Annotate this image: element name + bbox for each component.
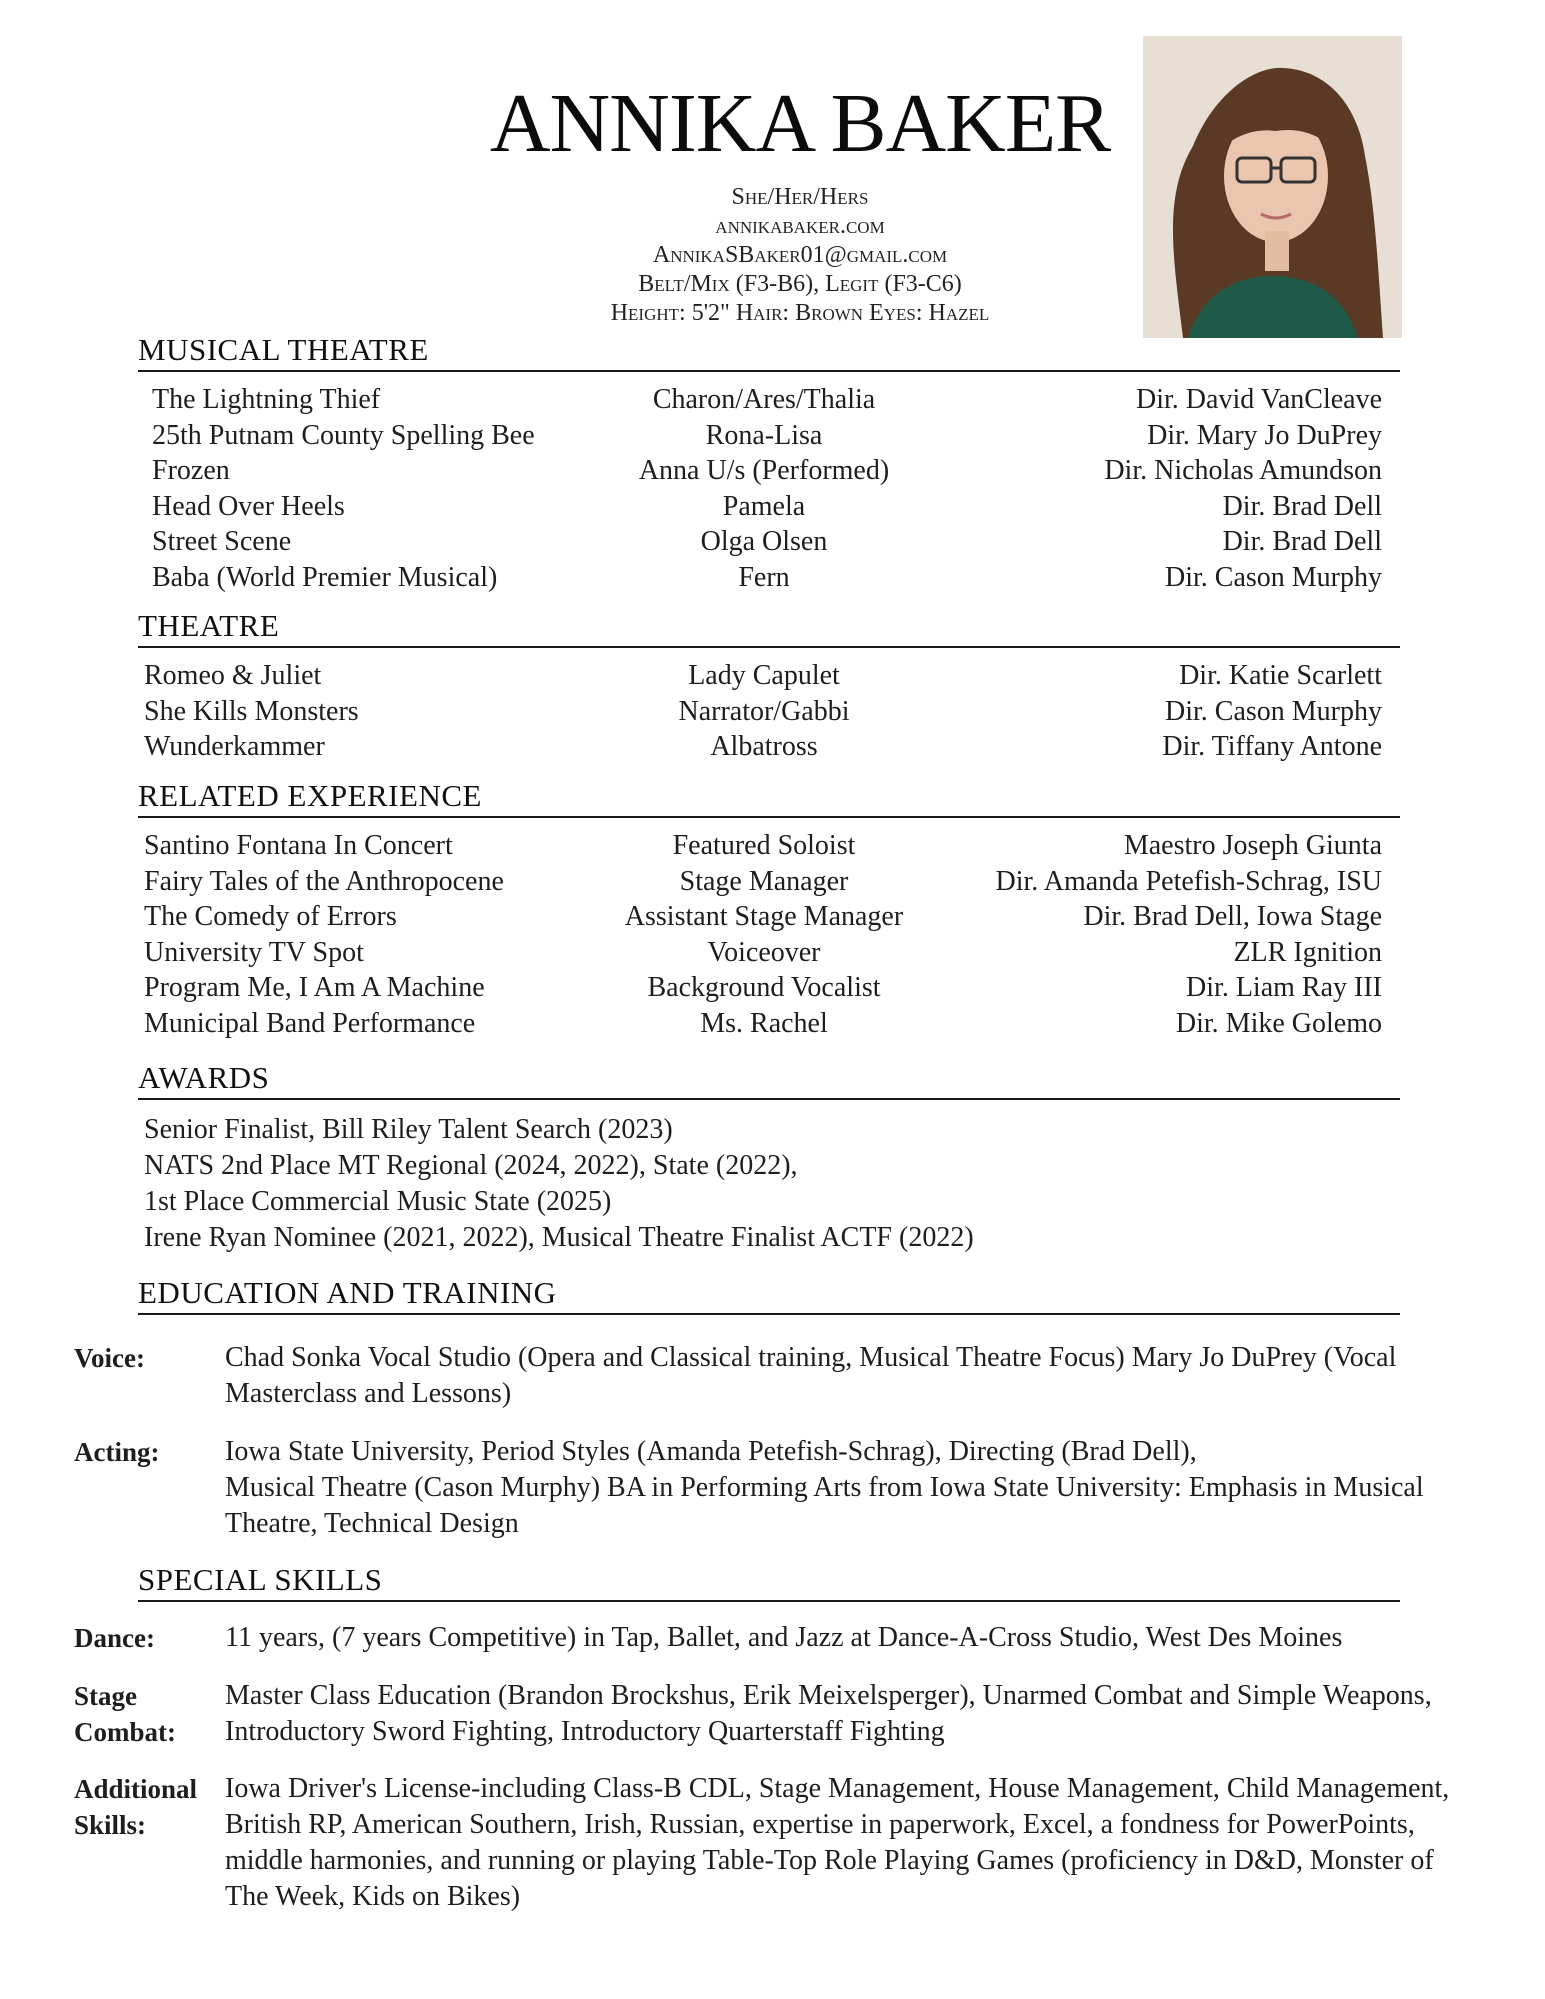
role: Olga Olsen (700, 526, 828, 558)
show-title: University TV Spot (144, 936, 364, 968)
director: Dir. Amanda Petefish-Schrag, ISU (995, 865, 1382, 897)
headshot-photo (1143, 36, 1402, 338)
table-row (152, 524, 1382, 560)
section-title-awards: AWARDS (138, 1060, 1400, 1100)
voice-text: Chad Sonka Vocal Studio (Opera and Classical training, Musical Theatre Focus) Mary Jo DuPrey (Vocal Masterclass and Lessons) (225, 1342, 1397, 1409)
section-title-theatre: THEATRE (138, 608, 1400, 648)
table-row (144, 729, 1382, 765)
role: Ms. Rachel (700, 1008, 828, 1039)
acting-label: Acting: (74, 1437, 160, 1467)
show-title: Street Scene (152, 526, 292, 558)
role: Voiceover (707, 936, 821, 968)
stage-combat-text: Master Class Education (Brandon Brockshus, Erik Meixelsperger), Unarmed Combat and Simple Weapons, Introductory Sword Fighting, Introductory Quarterstaff Fighting (225, 1680, 1432, 1747)
table-row (152, 453, 1382, 489)
table-row (144, 970, 1382, 1006)
role: Background Vocalist (647, 972, 881, 1004)
additional-skills-label-line-2: Skills: (74, 1810, 147, 1840)
show-title: She Kills Monsters (144, 695, 359, 727)
director: Dir. Katie Scarlett (1179, 660, 1382, 691)
show-title: Santino Fontana In Concert (144, 830, 453, 861)
role: Albatross (710, 731, 818, 763)
stage-combat-label (74, 1678, 176, 1750)
dance-label: Dance: (74, 1623, 155, 1653)
table-row (152, 489, 1382, 525)
director: Dir. Brad Dell (1222, 490, 1382, 522)
role: Charon/Ares/Thalia (652, 384, 876, 415)
email: AnnikaSBaker01@gmail.com (652, 242, 948, 268)
table-row (144, 864, 1382, 900)
musical-theatre-table (152, 382, 1382, 596)
stage-combat-label-line-2: Combat: (74, 1717, 176, 1747)
show-title: Fairy Tales of the Anthropocene (144, 865, 504, 897)
resume-name: ANNIKA BAKER (489, 77, 1111, 170)
acting-line-1: Iowa State University, Period Styles (Amanda Petefish-Schrag), Directing (Brad Dell), (225, 1436, 1197, 1467)
table-row (144, 694, 1382, 730)
section-title-special-skills: SPECIAL SKILLS (138, 1562, 1400, 1602)
vocal-range: Belt/Mix (F3-B6), Legit (F3-C6) (638, 271, 962, 297)
show-title: Municipal Band Performance (144, 1008, 476, 1039)
section-title-related-experience: RELATED EXPERIENCE (138, 778, 1400, 818)
theatre-table (144, 658, 1382, 766)
table-row (144, 658, 1382, 694)
director: Dir. Tiffany Antone (1162, 731, 1382, 763)
additional-skills-text: Iowa Driver's License-including Class-B CDL, Stage Management, House Management, Child Management, British RP, American Southern, Irish, Russian, expertise in paperwork, Excel, a fondness for PowerPoints, middle harmonies, and running or playing Table-Top Role Playing Games (proficiency in D&D, Monster of The Week, Kids on Bikes) (225, 1773, 1450, 1912)
award-line: Senior Finalist, Bill Riley Talent Search (2023) (144, 1114, 673, 1145)
dance-text: 11 years, (7 years Competitive) in Tap, Ballet, and Jazz at Dance-A-Cross Studio, West Des Moines (225, 1622, 1343, 1653)
acting-text (225, 1434, 1475, 1542)
role: Rona-Lisa (705, 419, 823, 451)
award-line: NATS 2nd Place MT Regional (2024, 2022), State (2022), (144, 1150, 798, 1181)
award-line: 1st Place Commercial Music State (2025) (144, 1186, 612, 1217)
role: Stage Manager (679, 865, 849, 897)
director: Dir. Nicholas Amundson (1104, 455, 1382, 487)
voice-label: Voice: (74, 1343, 145, 1373)
award-line: Irene Ryan Nominee (2021, 2022), Musical Theatre Finalist ACTF (2022) (144, 1222, 974, 1253)
pronouns: She/Her/Hers (731, 184, 869, 210)
director: Dir. Cason Murphy (1165, 562, 1382, 593)
table-row (152, 382, 1382, 418)
director: Dir. Mary Jo DuPrey (1147, 419, 1382, 451)
section-title-education: EDUCATION AND TRAINING (138, 1275, 1400, 1315)
table-row (152, 560, 1382, 596)
table-row (144, 828, 1382, 864)
director: Dir. Mike Golemo (1175, 1008, 1382, 1039)
director: Dir. Brad Dell, Iowa Stage (1083, 901, 1382, 933)
role: Narrator/Gabbi (678, 695, 850, 727)
show-title: 25th Putnam County Spelling Bee (152, 419, 535, 451)
director: Maestro Joseph Giunta (1123, 830, 1382, 861)
website: annikabaker.com (715, 213, 885, 239)
director: Dir. David VanCleave (1136, 384, 1382, 415)
show-title: The Lightning Thief (152, 384, 381, 415)
table-row (152, 418, 1382, 454)
role: Lady Capulet (688, 660, 840, 691)
role: Featured Soloist (672, 830, 856, 861)
director: Dir. Brad Dell (1222, 526, 1382, 558)
director: Dir. Cason Murphy (1165, 695, 1382, 727)
director: Dir. Liam Ray III (1186, 972, 1382, 1004)
show-title: Program Me, I Am A Machine (144, 972, 485, 1004)
role: Fern (738, 562, 790, 593)
role: Assistant Stage Manager (624, 901, 904, 933)
table-row (144, 899, 1382, 935)
show-title: Baba (World Premier Musical) (152, 562, 498, 593)
additional-skills-label (74, 1771, 197, 1843)
additional-skills-label-line-1: Additional (74, 1774, 198, 1804)
show-title: Wunderkammer (144, 731, 325, 763)
show-title: The Comedy of Errors (144, 901, 397, 933)
table-row (144, 1006, 1382, 1042)
stage-combat-label-line-1: Stage (74, 1681, 137, 1711)
section-title-musical-theatre: MUSICAL THEATRE (138, 332, 1400, 372)
related-experience-table (144, 828, 1382, 1042)
acting-line-2: Musical Theatre (Cason Murphy) BA in Performing Arts from Iowa State University: Emphasis in Musical Theatre, Technical Design (225, 1472, 1424, 1539)
role: Pamela (722, 490, 806, 522)
role: Anna U/s (Performed) (638, 455, 890, 487)
show-title: Frozen (152, 455, 230, 487)
director: ZLR Ignition (1233, 936, 1382, 968)
physical-stats: Height: 5'2" Hair: Brown Eyes: Hazel (610, 300, 990, 326)
show-title: Romeo & Juliet (144, 660, 322, 691)
show-title: Head Over Heels (152, 490, 345, 522)
table-row (144, 935, 1382, 971)
